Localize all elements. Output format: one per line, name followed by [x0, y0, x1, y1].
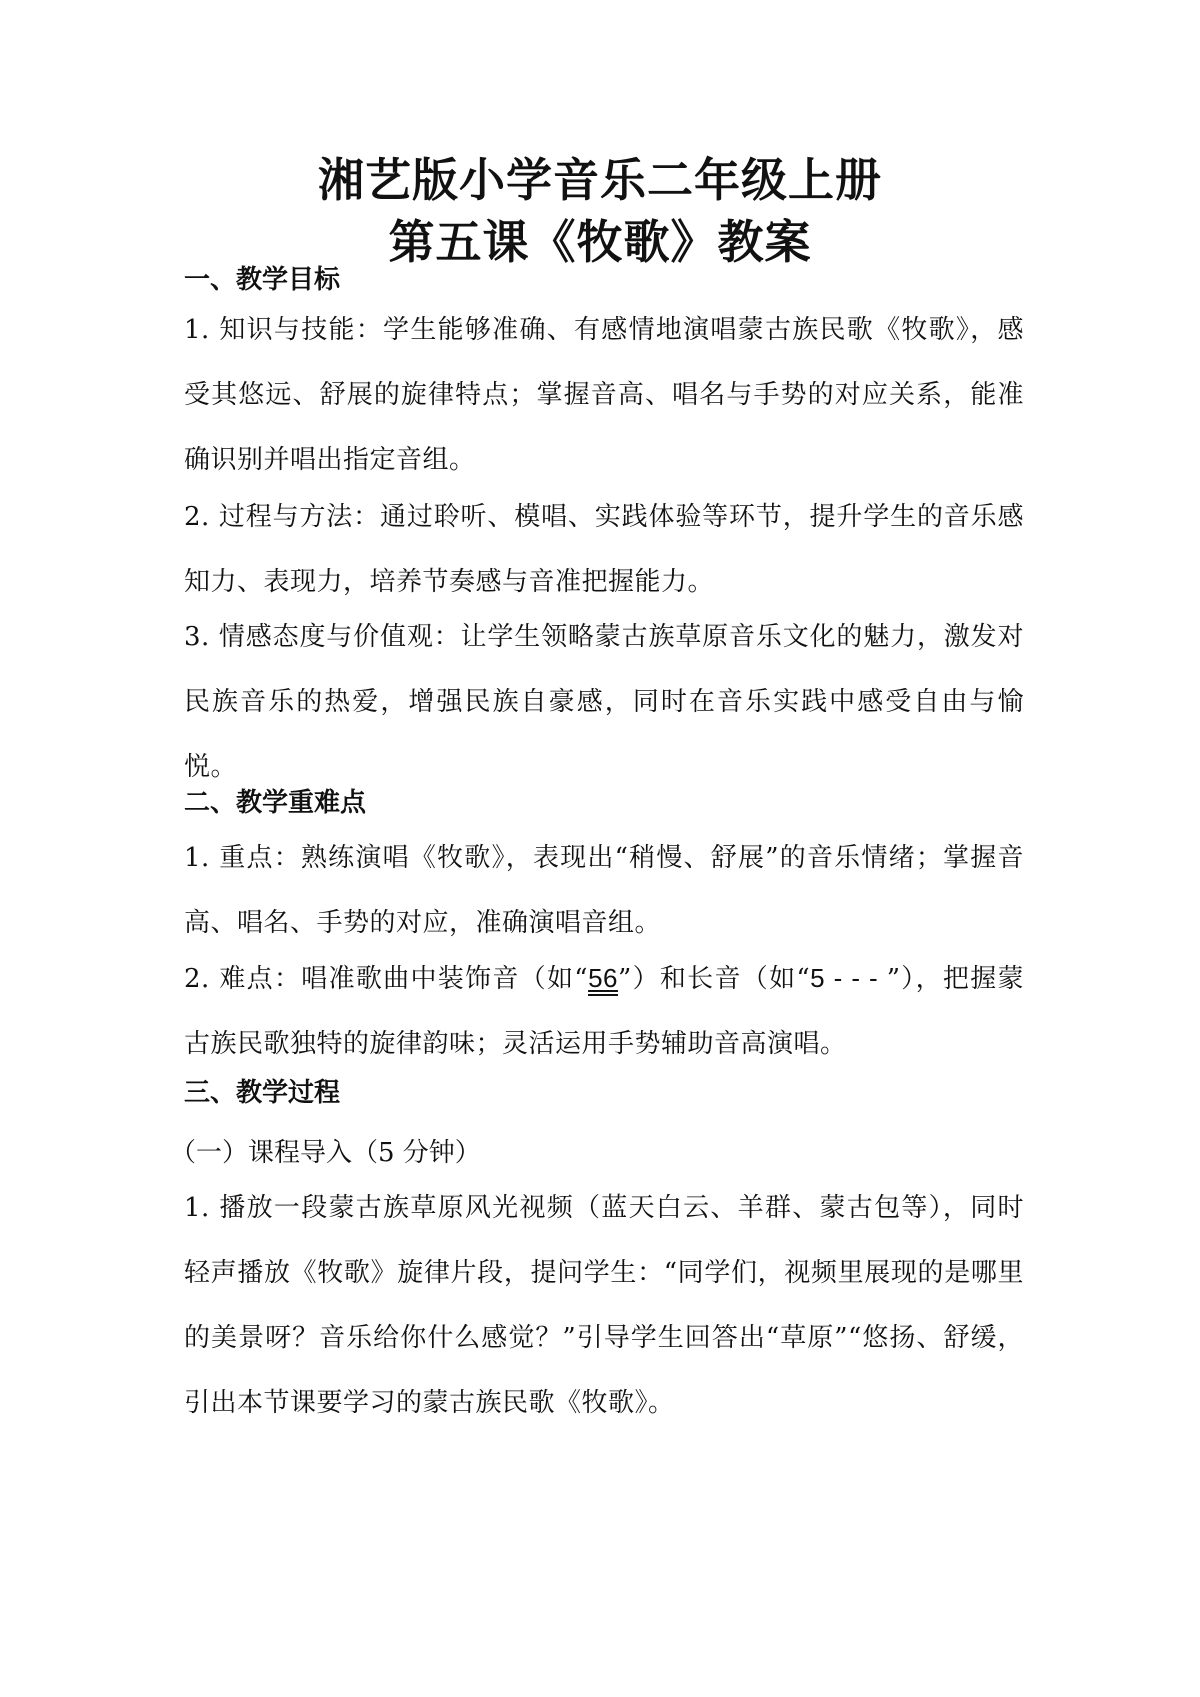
section-heading-process: 三、教学过程 [184, 1078, 341, 1108]
subsection-heading-intro: （一）课程导入（5 分钟） [170, 1138, 481, 1168]
key-point-item-2 [184, 946, 1024, 1077]
section-heading-key-points: 二、教学重难点 [184, 788, 367, 818]
long-note-notation: 5 - - - [810, 963, 887, 993]
document-title-line2: 第五课《牧歌》教案 [388, 215, 812, 269]
difficulty-prefix: 2. 难点：唱准歌曲中装饰音（如“ [184, 964, 589, 994]
objective-item-1: 1. 知识与技能：学生能够准确、有感情地演唱蒙古族民歌《牧歌》，感受其悠远、舒展的旋律特点；掌握音高、唱名与手势的对应关系，能准确识别并唱出指定音组。 [184, 315, 1024, 475]
ornament-notation: 56 [588, 963, 618, 993]
key-point-item-1: 1. 重点：熟练演唱《牧歌》，表现出“稍慢、舒展”的音乐情绪；掌握音高、唱名、手势的对应，准确演唱音组。 [184, 843, 1024, 938]
objective-item-3: 3. 情感态度与价值观：让学生领略蒙古族草原音乐文化的魅力，激发对民族音乐的热爱，增强民族自豪感，同时在音乐实践中感受自由与愉悦。 [184, 622, 1024, 782]
document-title-line1: 湘艺版小学音乐二年级上册 [318, 153, 882, 207]
difficulty-middle: ”）和长音（如“ [617, 964, 811, 994]
difficulty-suffix: ”），把握蒙古族民歌独特的旋律韵味；灵活运用手势辅助音高演唱。 [184, 964, 1024, 1059]
objective-item-2: 2. 过程与方法：通过聆听、模唱、实践体验等环节，提升学生的音乐感知力、表现力，培养节奏感与音准把握能力。 [184, 502, 1024, 597]
process-item-1: 1. 播放一段蒙古族草原风光视频（蓝天白云、羊群、蒙古包等），同时轻声播放《牧歌》旋律片段，提问学生：“同学们，视频里展现的是哪里的美景呀？音乐给你什么感觉？”引导学生回答出“草原”“悠扬、舒缓，引出本节课要学习的蒙古族民歌《牧歌》。 [184, 1193, 1024, 1418]
section-heading-objectives: 一、教学目标 [184, 265, 341, 295]
